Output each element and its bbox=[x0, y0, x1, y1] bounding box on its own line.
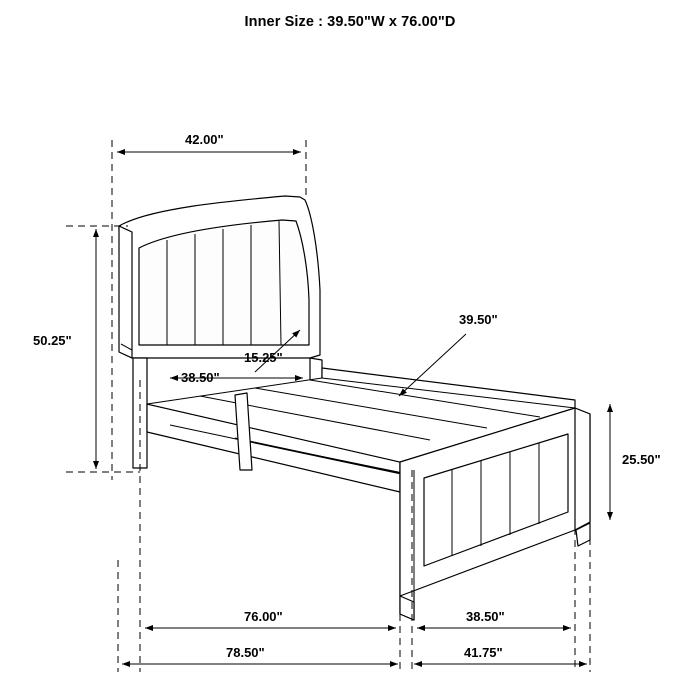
dim-label-headboard-panel-width: 38.50" bbox=[181, 370, 220, 385]
dim-label-mattress-width: 39.50" bbox=[459, 312, 498, 327]
dim-label-headboard-width: 42.00" bbox=[185, 132, 224, 147]
dim-label-footboard-height: 25.50" bbox=[622, 452, 661, 467]
dim-label-footboard-width: 38.50" bbox=[466, 609, 505, 624]
headboard-left-post bbox=[119, 226, 132, 358]
headboard-inner-panel bbox=[139, 220, 309, 345]
headboard-left-leg bbox=[133, 358, 147, 468]
dim-label-overall-height: 50.25" bbox=[33, 333, 72, 348]
dim-label-overall-length: 78.50" bbox=[226, 645, 265, 660]
bed-geometry bbox=[119, 196, 590, 620]
dim-label-overall-footboard-width: 41.75" bbox=[464, 645, 503, 660]
page-title: Inner Size : 39.50"W x 76.00"D bbox=[244, 14, 456, 30]
footboard-right-leg bbox=[575, 408, 590, 530]
dim-label-inner-length: 76.00" bbox=[244, 609, 283, 624]
dim-label-headboard-panel-height: 15.25" bbox=[244, 350, 283, 365]
